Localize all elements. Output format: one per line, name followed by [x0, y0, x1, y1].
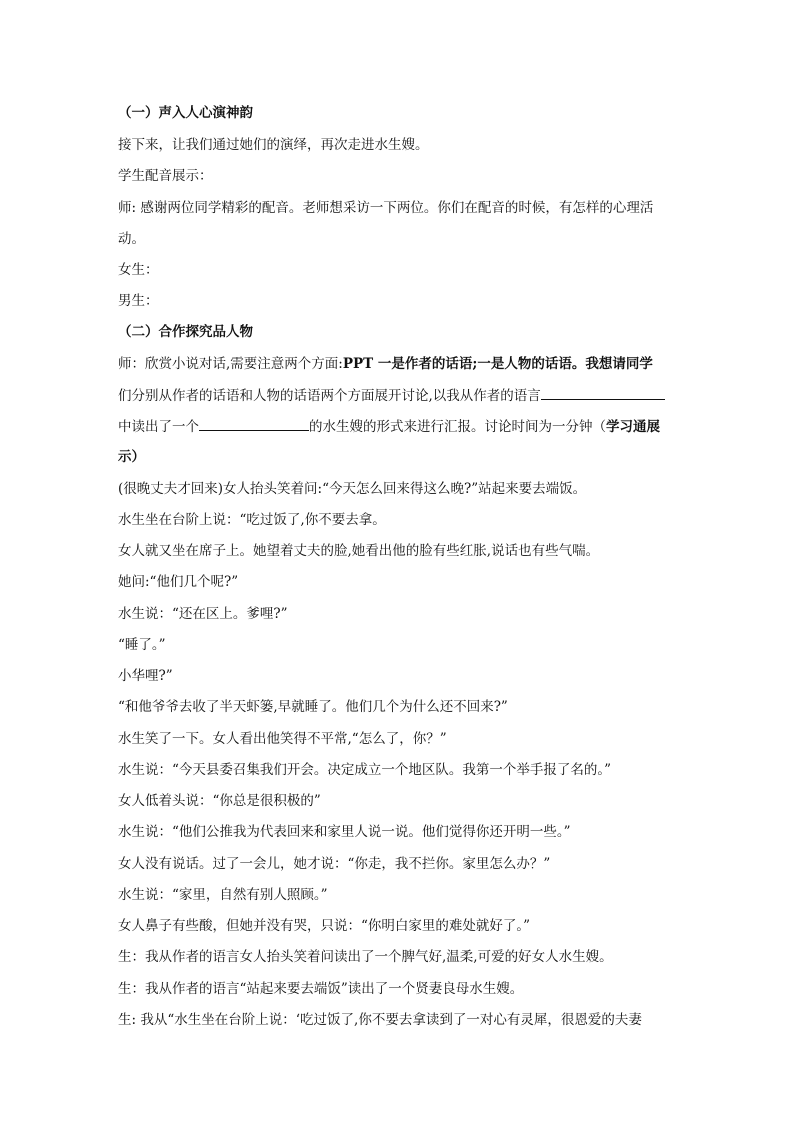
paragraph: 生：我从作者的语言女人抬头笑着问读出了一个脾气好,温柔,可爱的好女人水生嫂。 [118, 949, 613, 965]
text-run-bold: 学习通展 [606, 419, 660, 435]
paragraph: 女人鼻子有些酸，但她并没有哭，只说：“你明白家里的难处就好了。” [118, 918, 531, 934]
paragraph: 小华哩?” [118, 668, 173, 684]
paragraph: 女人就又坐在席子上。她望着丈夫的脸,她看出他的脸有些红胀,说话也有些气喘。 [118, 543, 600, 559]
paragraph: 接下来，让我们通过她们的演绎，再次走进水生嫂。 [118, 137, 429, 153]
text-run: 师：欣赏小说对话,需要注意两个方面: [118, 356, 343, 372]
paragraph [118, 416, 682, 437]
paragraph: 生: 我从“水生坐在台阶上说：‘吃过饭了,你不要去拿读到了一对心有灵犀，很恩爱的夫妻 [118, 1012, 642, 1028]
paragraph: 水生说：“他们公推我为代表回来和家里人说一说。他们觉得你还开明一些。” [118, 824, 571, 840]
fill-in-blank [541, 385, 665, 400]
paragraph: 她问:“他们几个呢?” [118, 574, 239, 590]
paragraph: 水生说：“今天县委召集我们开会。决定成立一个地区队。我第一个举手报了名的。” [118, 762, 612, 778]
text-run-bold: PPT 一是作者的话语;一是人物的话语。我想请同学 [342, 356, 653, 372]
fill-in-blank [199, 416, 309, 431]
paragraph: (很晚丈夫才回来)女人抬头笑着问:“今天怎么回来得这么晚?”站起来要去端饭。 [118, 481, 587, 497]
paragraph: “和他爷爷去收了半天虾篓,早就睡了。他们几个为什么还不回来?” [118, 699, 508, 715]
paragraph [118, 354, 682, 374]
paragraph: “睡了。” [118, 637, 166, 653]
paragraph: 师: 感谢两位同学精彩的配音。老师想采访一下两位。你们在配音的时候，有怎样的心理活 [118, 200, 654, 216]
paragraph: 水生说：“家里，自然有别人照顾。” [118, 887, 328, 903]
paragraph: 男生： [118, 293, 159, 309]
paragraph: 女生： [118, 262, 159, 278]
text-run: 中读出了一个 [118, 419, 199, 435]
section-heading-2: （二）合作探究品人物 [118, 324, 253, 340]
text-run: 的水生嫂的形式来进行汇报。讨论时间为一分钟（ [309, 419, 606, 435]
paragraph: 动。 [118, 231, 145, 247]
paragraph: 生：我从作者的语言“站起来要去端饭”读出了一个贤妻良母水生嫂。 [118, 981, 524, 997]
paragraph: 女人低着头说：“你总是很积极的” [118, 793, 321, 809]
paragraph: 水生笑了一下。女人看出他笑得不平常,“怎么了，你？” [118, 731, 447, 747]
paragraph: 水生说：“还在区上。爹哩?” [118, 606, 288, 622]
paragraph [118, 385, 682, 406]
paragraph: 示） [118, 449, 145, 465]
paragraph: 水生坐在台阶上说：“吃过饭了,你不要去拿。 [118, 512, 386, 528]
section-heading-1: （一）声入人心演神韵 [118, 105, 253, 121]
paragraph: 学生配音展示： [118, 168, 213, 184]
text-run: 们分别从作者的话语和人物的话语两个方面展开讨论,以我从作者的语言 [118, 388, 541, 404]
paragraph: 女人没有说话。过了一会儿，她才说：“你走，我不拦你。家里怎么办？” [118, 856, 551, 872]
